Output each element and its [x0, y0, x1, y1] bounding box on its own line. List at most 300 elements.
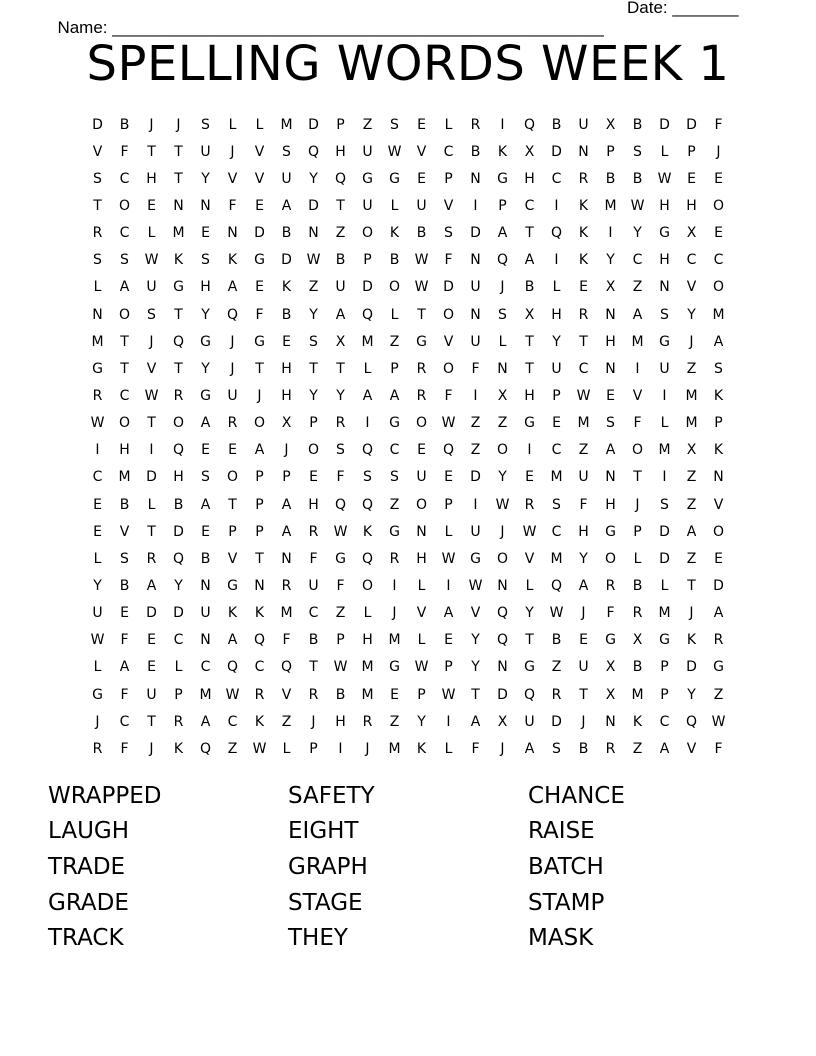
grid-letter[interactable]: J: [149, 740, 154, 757]
grid-letter[interactable]: P: [633, 523, 642, 540]
grid-letter[interactable]: B: [551, 116, 562, 133]
grid-letter[interactable]: J: [581, 713, 586, 730]
grid-letter[interactable]: N: [605, 713, 616, 730]
grid-letter[interactable]: E: [120, 605, 129, 622]
grid-letter[interactable]: J: [284, 442, 289, 459]
grid-letter[interactable]: P: [363, 252, 372, 269]
grid-letter[interactable]: Q: [361, 550, 374, 567]
grid-letter[interactable]: L: [93, 279, 102, 296]
grid-letter[interactable]: L: [660, 577, 669, 594]
grid-letter[interactable]: N: [497, 360, 508, 377]
grid-letter[interactable]: P: [444, 170, 453, 187]
grid-letter[interactable]: D: [92, 116, 103, 133]
grid-letter[interactable]: L: [93, 550, 102, 567]
grid-letter[interactable]: O: [226, 469, 239, 486]
grid-letter[interactable]: Y: [552, 333, 561, 350]
grid-letter[interactable]: D: [281, 252, 292, 269]
grid-letter[interactable]: F: [309, 550, 318, 567]
grid-letter[interactable]: Q: [334, 170, 347, 187]
grid-letter[interactable]: G: [389, 415, 400, 432]
grid-letter[interactable]: H: [605, 496, 616, 513]
grid-letter[interactable]: H: [335, 713, 346, 730]
grid-letter[interactable]: I: [392, 577, 397, 594]
grid-letter[interactable]: Q: [172, 550, 185, 567]
grid-letter[interactable]: Q: [523, 686, 536, 703]
grid-letter[interactable]: Z: [713, 686, 724, 703]
grid-letter[interactable]: P: [309, 415, 318, 432]
grid-letter[interactable]: U: [362, 143, 373, 160]
grid-letter[interactable]: E: [201, 442, 210, 459]
grid-letter[interactable]: C: [308, 605, 319, 622]
grid-letter[interactable]: T: [525, 333, 534, 350]
grid-letter[interactable]: J: [230, 143, 235, 160]
grid-letter[interactable]: V: [443, 197, 454, 214]
grid-letter[interactable]: R: [92, 740, 103, 757]
grid-letter[interactable]: O: [496, 442, 509, 459]
grid-letter[interactable]: P: [336, 116, 345, 133]
grid-letter[interactable]: S: [390, 469, 399, 486]
grid-letter[interactable]: N: [578, 143, 589, 160]
grid-letter[interactable]: D: [686, 659, 697, 676]
grid-letter[interactable]: S: [633, 143, 642, 160]
grid-letter[interactable]: N: [281, 550, 292, 567]
grid-letter[interactable]: Z: [335, 225, 346, 242]
grid-letter[interactable]: S: [444, 225, 453, 242]
grid-letter[interactable]: W: [414, 279, 429, 296]
grid-letter[interactable]: Y: [336, 387, 345, 404]
grid-letter[interactable]: L: [417, 632, 426, 649]
grid-letter[interactable]: B: [551, 632, 562, 649]
grid-letter[interactable]: A: [146, 577, 157, 594]
grid-letter[interactable]: G: [389, 523, 400, 540]
grid-letter[interactable]: G: [173, 279, 184, 296]
grid-letter[interactable]: A: [632, 306, 643, 323]
grid-letter[interactable]: J: [689, 333, 694, 350]
grid-letter[interactable]: F: [120, 143, 129, 160]
grid-letter[interactable]: N: [416, 523, 427, 540]
grid-letter[interactable]: S: [390, 116, 399, 133]
grid-letter[interactable]: Z: [686, 496, 697, 513]
grid-letter[interactable]: S: [336, 442, 345, 459]
grid-letter[interactable]: G: [605, 632, 616, 649]
grid-letter[interactable]: E: [579, 632, 588, 649]
grid-letter[interactable]: T: [525, 225, 534, 242]
grid-letter[interactable]: A: [713, 605, 724, 622]
grid-letter[interactable]: O: [712, 197, 725, 214]
grid-letter[interactable]: Q: [442, 442, 455, 459]
grid-letter[interactable]: Q: [199, 740, 212, 757]
grid-letter[interactable]: T: [147, 415, 156, 432]
grid-letter[interactable]: V: [254, 170, 265, 187]
grid-letter[interactable]: H: [524, 387, 535, 404]
grid-letter[interactable]: J: [149, 116, 154, 133]
grid-letter[interactable]: M: [550, 469, 563, 486]
grid-letter[interactable]: Q: [550, 225, 563, 242]
grid-letter[interactable]: B: [200, 550, 211, 567]
grid-letter[interactable]: E: [147, 197, 156, 214]
grid-letter[interactable]: C: [227, 713, 238, 730]
grid-letter[interactable]: G: [659, 225, 670, 242]
grid-letter[interactable]: D: [551, 713, 562, 730]
grid-letter[interactable]: N: [200, 632, 211, 649]
grid-letter[interactable]: C: [173, 632, 184, 649]
grid-letter[interactable]: X: [524, 143, 535, 160]
grid-letter[interactable]: T: [525, 360, 534, 377]
grid-letter[interactable]: H: [200, 279, 211, 296]
grid-letter[interactable]: M: [658, 605, 671, 622]
grid-letter[interactable]: N: [92, 306, 103, 323]
grid-letter[interactable]: D: [146, 469, 157, 486]
grid-letter[interactable]: R: [524, 496, 535, 513]
grid-letter[interactable]: G: [713, 659, 724, 676]
grid-letter[interactable]: Q: [226, 306, 239, 323]
grid-letter[interactable]: I: [338, 740, 343, 757]
grid-letter[interactable]: R: [578, 306, 589, 323]
grid-letter[interactable]: R: [389, 550, 400, 567]
grid-letter[interactable]: M: [361, 659, 374, 676]
grid-letter[interactable]: F: [255, 306, 264, 323]
grid-letter[interactable]: Y: [93, 577, 102, 594]
grid-letter[interactable]: J: [230, 360, 235, 377]
grid-letter[interactable]: E: [525, 469, 534, 486]
grid-letter[interactable]: K: [632, 713, 643, 730]
grid-letter[interactable]: I: [662, 387, 667, 404]
grid-letter[interactable]: D: [173, 605, 184, 622]
grid-letter[interactable]: I: [527, 442, 532, 459]
grid-letter[interactable]: K: [713, 387, 724, 404]
grid-letter[interactable]: P: [174, 686, 183, 703]
grid-letter[interactable]: H: [416, 550, 427, 567]
grid-letter[interactable]: R: [416, 387, 427, 404]
grid-letter[interactable]: F: [633, 415, 642, 432]
grid-letter[interactable]: V: [254, 143, 265, 160]
grid-letter[interactable]: C: [389, 442, 400, 459]
grid-letter[interactable]: C: [551, 523, 562, 540]
grid-letter[interactable]: S: [363, 469, 372, 486]
grid-letter[interactable]: P: [390, 360, 399, 377]
grid-letter[interactable]: Q: [496, 252, 509, 269]
grid-letter[interactable]: A: [119, 659, 130, 676]
grid-letter[interactable]: A: [362, 387, 373, 404]
grid-letter[interactable]: G: [200, 387, 211, 404]
grid-letter[interactable]: I: [473, 197, 478, 214]
grid-letter[interactable]: W: [657, 170, 672, 187]
grid-letter[interactable]: R: [173, 387, 184, 404]
grid-letter[interactable]: K: [254, 713, 265, 730]
grid-letter[interactable]: X: [632, 632, 643, 649]
grid-letter[interactable]: M: [550, 550, 563, 567]
grid-letter[interactable]: D: [362, 279, 373, 296]
grid-letter[interactable]: B: [470, 143, 481, 160]
grid-letter[interactable]: U: [578, 469, 589, 486]
grid-letter[interactable]: J: [257, 387, 262, 404]
grid-letter[interactable]: L: [147, 225, 156, 242]
grid-letter[interactable]: I: [554, 252, 559, 269]
grid-letter[interactable]: S: [552, 496, 561, 513]
grid-letter[interactable]: L: [228, 116, 237, 133]
grid-letter[interactable]: C: [92, 469, 103, 486]
grid-letter[interactable]: W: [522, 523, 537, 540]
grid-letter[interactable]: G: [92, 360, 103, 377]
grid-letter[interactable]: Q: [523, 116, 536, 133]
grid-letter[interactable]: N: [200, 197, 211, 214]
grid-letter[interactable]: T: [579, 686, 588, 703]
grid-letter[interactable]: Y: [471, 659, 480, 676]
grid-letter[interactable]: F: [714, 116, 723, 133]
grid-letter[interactable]: Q: [496, 605, 509, 622]
grid-letter[interactable]: S: [660, 496, 669, 513]
grid-letter[interactable]: D: [146, 605, 157, 622]
grid-letter[interactable]: N: [254, 577, 265, 594]
grid-letter[interactable]: R: [281, 577, 292, 594]
grid-letter[interactable]: E: [444, 632, 453, 649]
grid-letter[interactable]: G: [254, 333, 265, 350]
grid-letter[interactable]: F: [444, 387, 453, 404]
grid-letter[interactable]: G: [524, 659, 535, 676]
grid-letter[interactable]: R: [632, 605, 643, 622]
grid-letter[interactable]: F: [606, 605, 615, 622]
grid-letter[interactable]: T: [174, 170, 183, 187]
grid-letter[interactable]: D: [308, 197, 319, 214]
grid-letter[interactable]: D: [659, 523, 670, 540]
grid-letter[interactable]: R: [146, 550, 157, 567]
grid-letter[interactable]: P: [660, 659, 669, 676]
grid-letter[interactable]: S: [120, 550, 129, 567]
grid-letter[interactable]: W: [333, 523, 348, 540]
grid-letter[interactable]: U: [146, 279, 157, 296]
grid-letter[interactable]: H: [173, 469, 184, 486]
grid-letter[interactable]: A: [335, 306, 346, 323]
grid-letter[interactable]: O: [253, 415, 266, 432]
grid-letter[interactable]: E: [147, 659, 156, 676]
grid-letter[interactable]: U: [470, 333, 481, 350]
grid-letter[interactable]: V: [227, 170, 238, 187]
grid-letter[interactable]: X: [686, 225, 697, 242]
grid-letter[interactable]: A: [713, 333, 724, 350]
grid-letter[interactable]: S: [201, 252, 210, 269]
grid-letter[interactable]: V: [632, 387, 643, 404]
grid-letter[interactable]: P: [417, 686, 426, 703]
grid-letter[interactable]: P: [255, 496, 264, 513]
grid-letter[interactable]: U: [551, 360, 562, 377]
grid-letter[interactable]: G: [389, 170, 400, 187]
grid-letter[interactable]: U: [470, 279, 481, 296]
grid-letter[interactable]: P: [255, 523, 264, 540]
grid-letter[interactable]: B: [416, 225, 427, 242]
grid-letter[interactable]: R: [92, 225, 103, 242]
grid-letter[interactable]: L: [660, 143, 669, 160]
grid-letter[interactable]: I: [446, 713, 451, 730]
grid-letter[interactable]: D: [497, 686, 508, 703]
grid-letter[interactable]: N: [470, 306, 481, 323]
grid-letter[interactable]: T: [147, 713, 156, 730]
grid-letter[interactable]: A: [578, 577, 589, 594]
grid-letter[interactable]: D: [308, 116, 319, 133]
grid-letter[interactable]: V: [686, 279, 697, 296]
grid-letter[interactable]: A: [524, 252, 535, 269]
grid-letter[interactable]: T: [228, 496, 237, 513]
grid-letter[interactable]: Y: [687, 306, 696, 323]
grid-letter[interactable]: Q: [550, 577, 563, 594]
grid-letter[interactable]: P: [309, 740, 318, 757]
grid-letter[interactable]: W: [90, 632, 105, 649]
grid-letter[interactable]: S: [147, 306, 156, 323]
grid-letter[interactable]: V: [416, 143, 427, 160]
grid-letter[interactable]: Z: [632, 740, 643, 757]
grid-letter[interactable]: I: [365, 415, 370, 432]
grid-letter[interactable]: R: [470, 116, 481, 133]
grid-letter[interactable]: C: [551, 442, 562, 459]
grid-letter[interactable]: J: [581, 605, 586, 622]
grid-letter[interactable]: L: [444, 740, 453, 757]
grid-letter[interactable]: Y: [201, 170, 210, 187]
grid-letter[interactable]: E: [687, 170, 696, 187]
grid-letter[interactable]: Y: [417, 713, 426, 730]
grid-letter[interactable]: Z: [686, 360, 697, 377]
grid-letter[interactable]: S: [201, 116, 210, 133]
grid-letter[interactable]: W: [441, 415, 456, 432]
grid-letter[interactable]: M: [361, 686, 374, 703]
grid-letter[interactable]: Q: [172, 333, 185, 350]
grid-letter[interactable]: B: [173, 496, 184, 513]
grid-letter[interactable]: D: [470, 469, 481, 486]
grid-letter[interactable]: C: [119, 170, 130, 187]
grid-letter[interactable]: G: [524, 415, 535, 432]
grid-letter[interactable]: D: [443, 279, 454, 296]
grid-letter[interactable]: H: [605, 333, 616, 350]
grid-letter[interactable]: G: [659, 632, 670, 649]
grid-letter[interactable]: W: [252, 740, 267, 757]
grid-letter[interactable]: Z: [281, 713, 292, 730]
grid-letter[interactable]: M: [388, 740, 401, 757]
grid-letter[interactable]: O: [415, 415, 428, 432]
grid-letter[interactable]: F: [120, 686, 129, 703]
grid-letter[interactable]: H: [119, 442, 130, 459]
grid-letter[interactable]: A: [470, 713, 481, 730]
grid-letter[interactable]: F: [579, 496, 588, 513]
grid-letter[interactable]: W: [495, 496, 510, 513]
grid-letter[interactable]: U: [200, 605, 211, 622]
grid-letter[interactable]: R: [308, 523, 319, 540]
grid-letter[interactable]: N: [470, 252, 481, 269]
grid-letter[interactable]: S: [660, 306, 669, 323]
grid-letter[interactable]: A: [227, 632, 238, 649]
grid-letter[interactable]: E: [93, 496, 102, 513]
grid-letter[interactable]: M: [712, 306, 725, 323]
grid-letter[interactable]: L: [444, 523, 453, 540]
grid-letter[interactable]: M: [631, 333, 644, 350]
grid-letter[interactable]: A: [443, 605, 454, 622]
grid-letter[interactable]: P: [714, 415, 723, 432]
grid-letter[interactable]: M: [685, 387, 698, 404]
grid-letter[interactable]: L: [93, 659, 102, 676]
grid-letter[interactable]: A: [524, 740, 535, 757]
grid-letter[interactable]: Y: [633, 225, 642, 242]
grid-letter[interactable]: I: [149, 442, 154, 459]
grid-letter[interactable]: Z: [551, 659, 562, 676]
grid-letter[interactable]: T: [174, 143, 183, 160]
grid-letter[interactable]: G: [497, 170, 508, 187]
grid-letter[interactable]: R: [92, 387, 103, 404]
grid-letter[interactable]: M: [604, 197, 617, 214]
grid-letter[interactable]: J: [635, 496, 640, 513]
grid-letter[interactable]: W: [306, 252, 321, 269]
grid-letter[interactable]: Q: [226, 659, 239, 676]
grid-letter[interactable]: A: [281, 523, 292, 540]
grid-letter[interactable]: M: [199, 686, 212, 703]
grid-letter[interactable]: V: [524, 550, 535, 567]
grid-letter[interactable]: D: [659, 116, 670, 133]
grid-letter[interactable]: J: [230, 333, 235, 350]
grid-letter[interactable]: C: [551, 170, 562, 187]
grid-letter[interactable]: C: [254, 659, 265, 676]
grid-letter[interactable]: Q: [334, 496, 347, 513]
grid-letter[interactable]: F: [228, 197, 237, 214]
grid-letter[interactable]: Z: [470, 415, 481, 432]
grid-letter[interactable]: B: [389, 252, 400, 269]
grid-letter[interactable]: N: [605, 469, 616, 486]
grid-letter[interactable]: B: [632, 659, 643, 676]
grid-letter[interactable]: B: [632, 577, 643, 594]
grid-letter[interactable]: S: [552, 740, 561, 757]
grid-letter[interactable]: Z: [686, 469, 697, 486]
grid-letter[interactable]: U: [92, 605, 103, 622]
grid-letter[interactable]: K: [578, 197, 589, 214]
grid-letter[interactable]: Z: [227, 740, 238, 757]
grid-letter[interactable]: Q: [496, 632, 509, 649]
grid-letter[interactable]: T: [579, 333, 588, 350]
grid-letter[interactable]: P: [228, 523, 237, 540]
grid-letter[interactable]: O: [118, 415, 131, 432]
grid-letter[interactable]: H: [308, 496, 319, 513]
grid-letter[interactable]: U: [146, 686, 157, 703]
grid-letter[interactable]: Z: [335, 605, 346, 622]
grid-letter[interactable]: G: [659, 333, 670, 350]
grid-letter[interactable]: U: [659, 360, 670, 377]
grid-letter[interactable]: T: [309, 659, 318, 676]
grid-letter[interactable]: L: [390, 306, 399, 323]
grid-letter[interactable]: M: [388, 632, 401, 649]
grid-letter[interactable]: U: [470, 523, 481, 540]
grid-letter[interactable]: N: [497, 659, 508, 676]
grid-letter[interactable]: R: [605, 740, 616, 757]
grid-letter[interactable]: E: [417, 116, 426, 133]
grid-letter[interactable]: C: [632, 252, 643, 269]
grid-letter[interactable]: E: [282, 333, 291, 350]
grid-letter[interactable]: W: [711, 713, 726, 730]
grid-letter[interactable]: Z: [686, 550, 697, 567]
grid-letter[interactable]: E: [255, 279, 264, 296]
grid-letter[interactable]: Q: [361, 306, 374, 323]
grid-letter[interactable]: C: [200, 659, 211, 676]
grid-letter[interactable]: L: [174, 659, 183, 676]
grid-letter[interactable]: N: [659, 279, 670, 296]
grid-letter[interactable]: J: [500, 523, 505, 540]
grid-letter[interactable]: C: [578, 360, 589, 377]
grid-letter[interactable]: L: [255, 116, 264, 133]
grid-letter[interactable]: K: [173, 740, 184, 757]
grid-letter[interactable]: G: [200, 333, 211, 350]
grid-letter[interactable]: Q: [361, 442, 374, 459]
grid-letter[interactable]: W: [576, 387, 591, 404]
grid-letter[interactable]: L: [390, 197, 399, 214]
grid-letter[interactable]: J: [311, 713, 316, 730]
grid-letter[interactable]: Z: [308, 279, 319, 296]
grid-letter[interactable]: M: [685, 415, 698, 432]
grid-letter[interactable]: X: [605, 686, 616, 703]
grid-letter[interactable]: K: [713, 442, 724, 459]
grid-letter[interactable]: R: [362, 713, 373, 730]
